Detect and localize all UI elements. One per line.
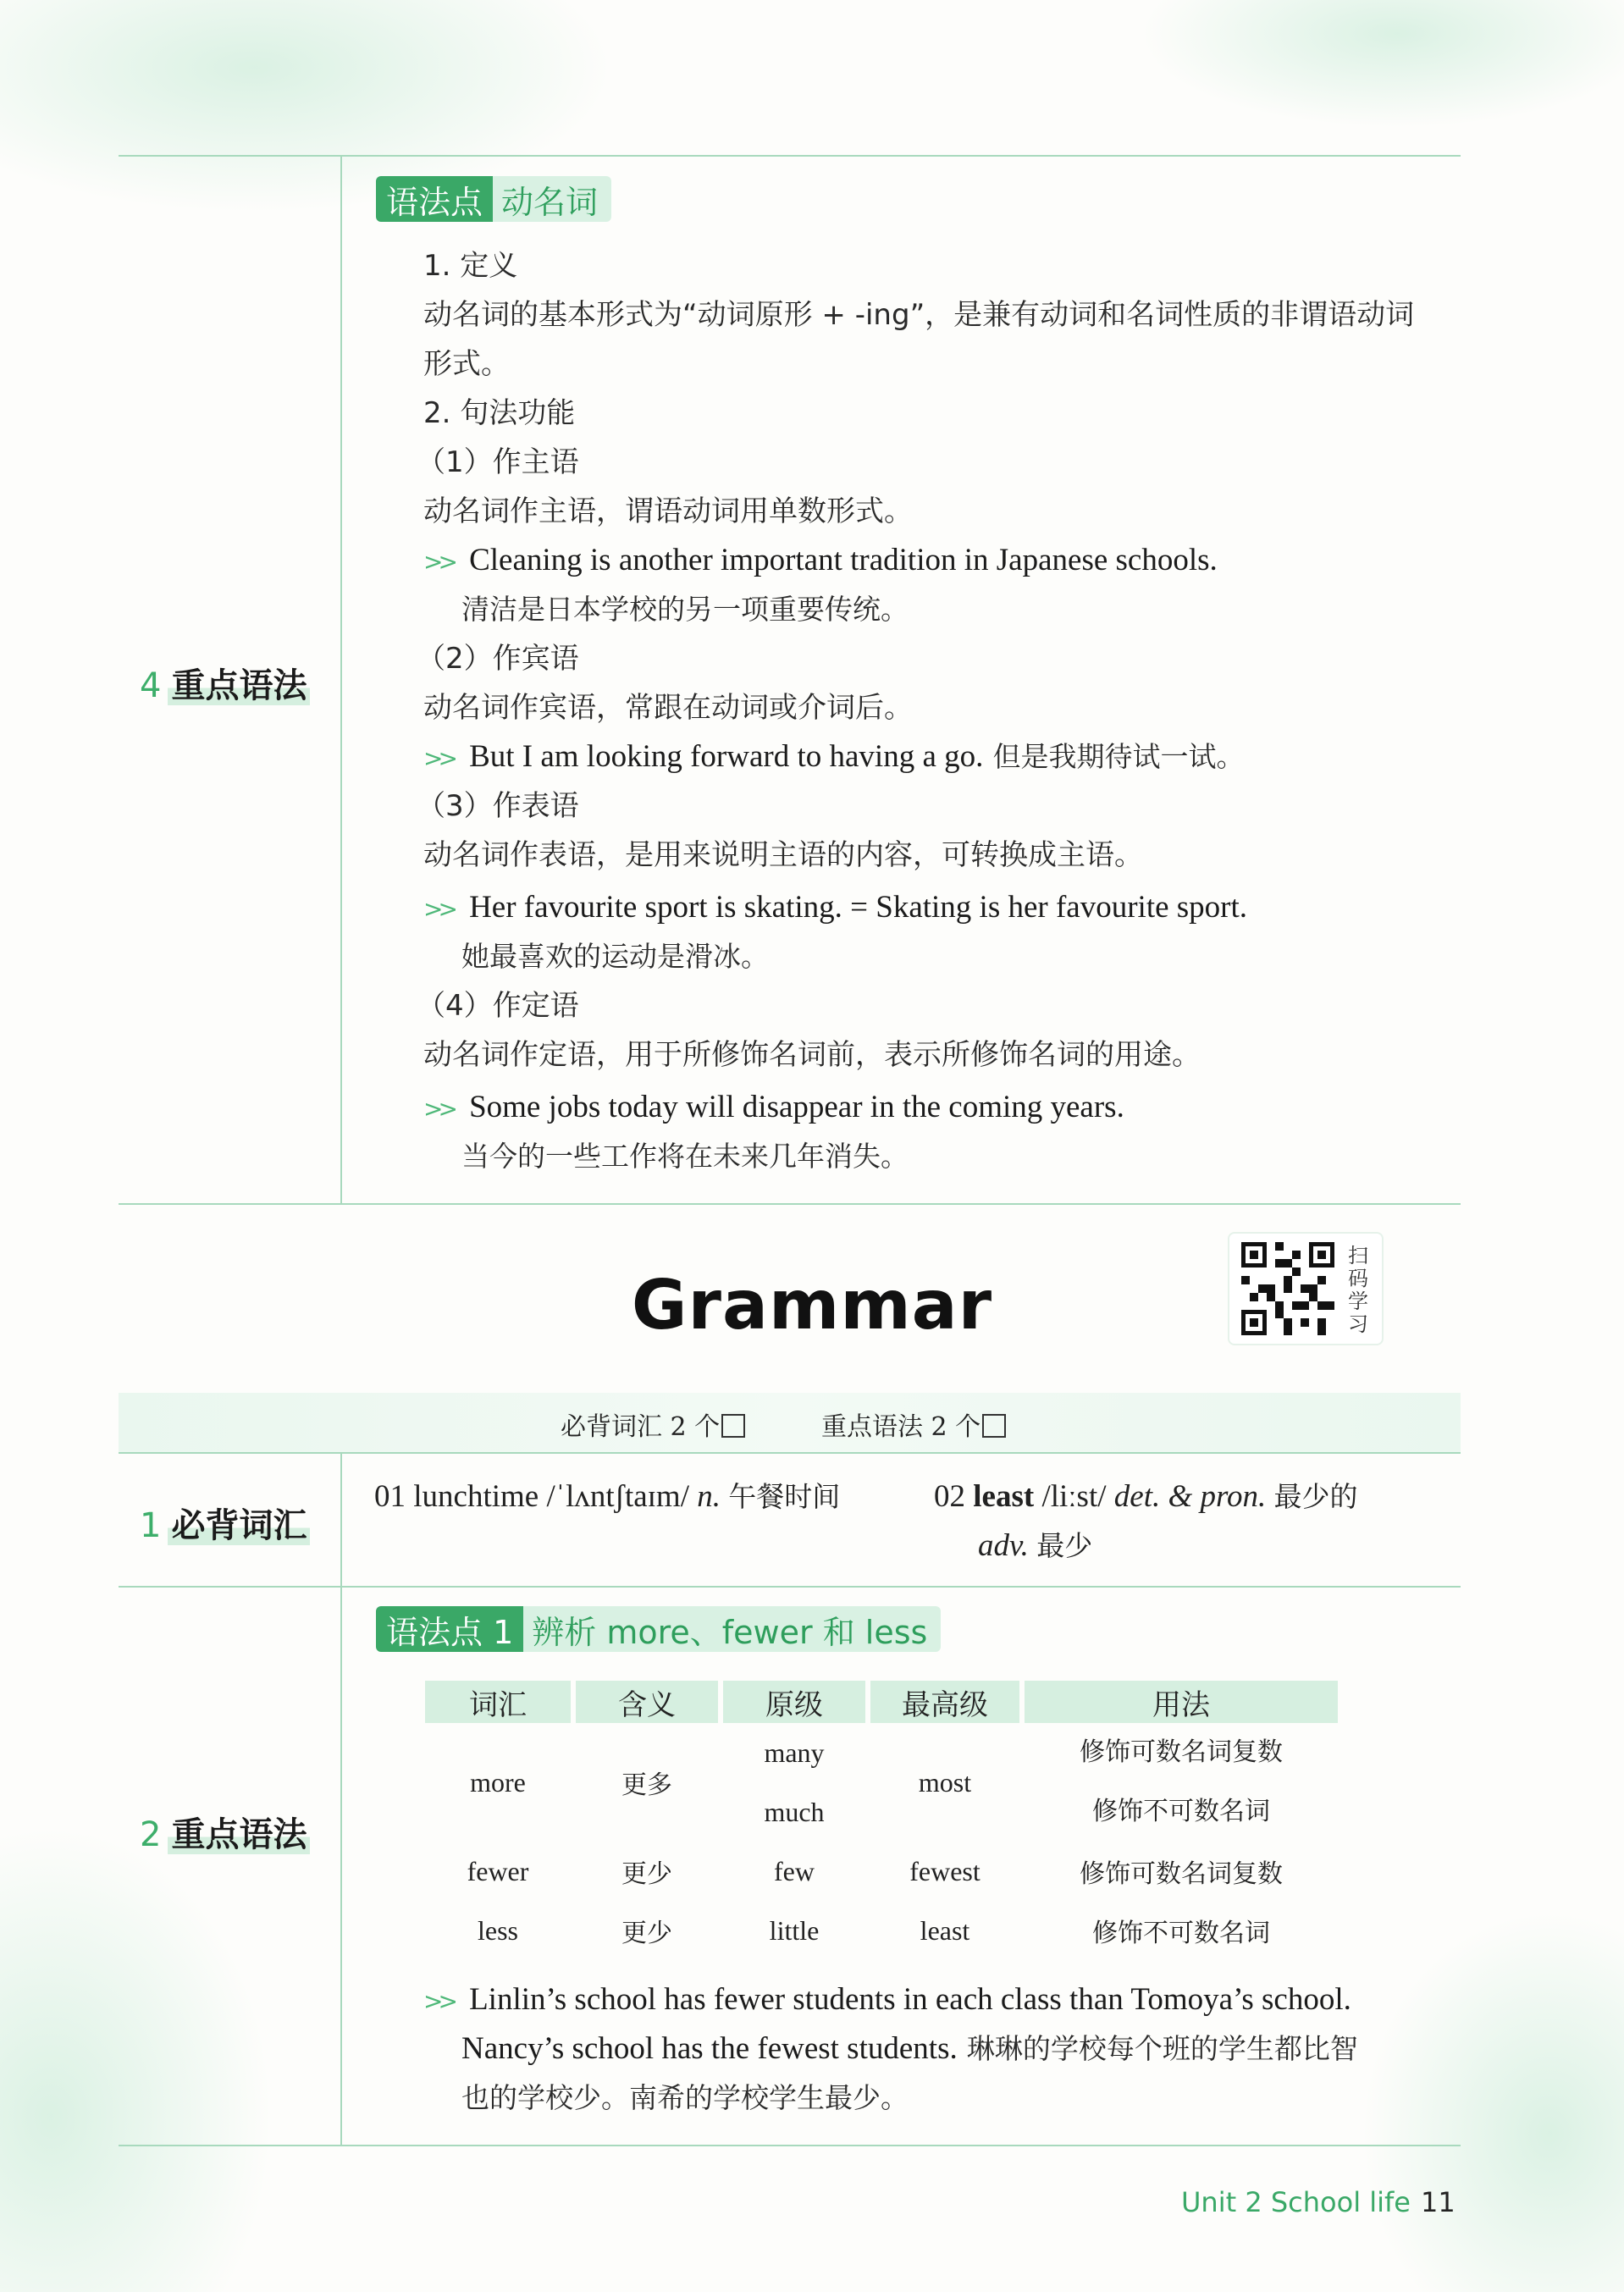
vocab-entry-2: 02 least /liːst/ det. & pron. 最少的 (934, 1479, 1358, 1514)
table-cell: fewest (909, 1855, 980, 1886)
vocab-entry-2-adv (978, 1524, 1092, 1564)
example-translation: 她最喜欢的运动是滑冰。 (461, 940, 769, 973)
function-heading: （4）作定语 (417, 989, 579, 1023)
table-header: 最高级 (870, 1681, 1019, 1723)
function-rule: 动名词作主语，谓语动词用单数形式。 (423, 494, 913, 528)
section-4-label (140, 659, 334, 707)
tag-topic: 动名词 (493, 176, 611, 222)
vocab-count: 必背词汇 2 个 (561, 1406, 745, 1443)
table-header: 用法 (1025, 1681, 1338, 1723)
section-title: 重点语法 (168, 1815, 310, 1854)
vocab-phonetic: /liːst/ (1041, 1479, 1107, 1514)
example-english: Some jobs today will disappear in the coming years. (469, 1090, 1124, 1124)
example-arrow-icon: >> (423, 744, 453, 772)
example-english: Linlin’s school has fewer students in each class than Tomoya’s school. (469, 1982, 1351, 2017)
qr-scan-label: 扫 码 学 习 (1348, 1244, 1368, 1336)
table-header-row (425, 1681, 1338, 1723)
example-english: But I am looking forward to having a go. (469, 739, 984, 774)
example-translation: 当今的一些工作将在未来几年消失。 (461, 1140, 909, 1173)
table-cell: 修饰可数名词复数 修饰不可数名词 (1080, 1737, 1283, 1826)
vocab-phonetic: /ˈlʌntʃtaɪm/ (546, 1479, 689, 1514)
grammar-point-tag (376, 176, 611, 222)
example-english: Cleaning is another important tradition in Japanese schools. (469, 543, 1218, 577)
example-sentence (423, 1981, 1351, 2020)
tag-topic: 辨析 more、fewer 和 less (523, 1606, 941, 1652)
table-cell: least (920, 1914, 970, 1946)
table-cell: 修饰可数名词复数 (1080, 1859, 1283, 1889)
grammar-point-tag (376, 1606, 941, 1652)
example-arrow-icon: >> (423, 548, 453, 576)
table-cell: 更多 (621, 1770, 672, 1800)
summary-stripe (119, 1393, 1461, 1452)
section-number: 1 (140, 1506, 162, 1545)
function-heading: （3）作表语 (417, 789, 579, 823)
definition-text: 动名词的基本形式为“动词原形 + -ing”，是兼有动词和名词性质的非谓语动词 (423, 298, 1415, 332)
table-header: 原级 (723, 1681, 865, 1723)
example-english: Her favourite sport is skating. = Skating is her favourite sport. (469, 890, 1248, 925)
vocab-meaning: 最少 (1036, 1529, 1093, 1562)
page-number: 11 (1420, 2186, 1456, 2218)
vocab-word: least (973, 1479, 1035, 1514)
example-sentence (423, 1089, 1124, 1128)
table-cell: little (769, 1914, 820, 1946)
table-header: 含义 (576, 1681, 718, 1723)
section-title: 必背词汇 (168, 1506, 310, 1545)
example-chinese: 但是我期待试一试。 (992, 740, 1245, 773)
vocab-pos: n. (697, 1479, 721, 1514)
example-sentence (423, 889, 1247, 928)
tag-label: 语法点 1 (376, 1606, 523, 1652)
summary-bottom-rule (119, 1452, 1461, 1454)
table-cell: more (470, 1766, 526, 1798)
definition-heading: 1. 定义 (423, 249, 518, 283)
vocab-pos: adv. (978, 1528, 1029, 1563)
vocab-section-divider (340, 1452, 342, 1586)
table-cell: 更少 (621, 1919, 672, 1948)
section-4-bottom-rule (119, 1203, 1461, 1205)
checkbox-icon[interactable] (721, 1414, 745, 1438)
function-rule: 动名词作表语，是用来说明主语的内容，可转换成主语。 (423, 838, 1143, 872)
page-footer (1181, 2186, 1456, 2218)
table-header: 词汇 (425, 1681, 571, 1723)
section-title: 重点语法 (168, 666, 310, 705)
table-row (425, 1723, 1338, 1842)
example-sentence-cont (461, 2030, 1358, 2068)
grammar-section-bottom-rule (119, 2145, 1461, 2146)
function-rule: 动名词作定语，用于所修饰名词前，表示所修饰名词的用途。 (423, 1038, 1201, 1072)
table-row (425, 1842, 1338, 1901)
example-translation: 清洁是日本学校的另一项重要传统。 (461, 593, 909, 626)
vocab-pos: det. & pron. (1113, 1479, 1267, 1514)
vocab-meaning: 午餐时间 (728, 1480, 841, 1513)
vocab-word: lunchtime (413, 1479, 539, 1514)
comparison-table (420, 1681, 1343, 1960)
vocab-entry-1: 01 lunchtime /ˈlʌntʃtaɪm/ n. 午餐时间 (374, 1479, 841, 1514)
example-arrow-icon: >> (423, 1987, 453, 2015)
vocab-section-bottom-rule (119, 1586, 1461, 1588)
section-number: 4 (140, 666, 162, 705)
table-cell: 修饰不可数名词 (1092, 1919, 1270, 1948)
grammar-section-label (140, 1808, 334, 1856)
vocab-section-label (140, 1499, 334, 1547)
function-rule: 动名词作宾语，常跟在动词或介词后。 (423, 691, 913, 725)
function-heading: （2）作宾语 (417, 642, 579, 676)
table-cell: most (918, 1766, 972, 1798)
vocab-meaning: 最少的 (1273, 1480, 1358, 1513)
page-title: Grammar (631, 1266, 993, 1345)
function-heading: （1）作主语 (417, 445, 579, 479)
qr-code-icon (1241, 1242, 1334, 1335)
table-row (425, 1901, 1338, 1960)
grammar-count: 重点语法 2 个 (821, 1406, 1006, 1443)
example-chinese: 琳琳的学校每个班的学生都比智 (966, 2032, 1358, 2065)
table-cell: fewer (467, 1855, 529, 1886)
section-top-rule (119, 155, 1461, 157)
unit-label: Unit 2 School life (1181, 2186, 1411, 2218)
section-4-divider (340, 155, 342, 1203)
example-chinese-cont: 也的学校少。南希的学校学生最少。 (461, 2081, 909, 2114)
example-arrow-icon: >> (423, 895, 453, 923)
checkbox-icon[interactable] (982, 1414, 1006, 1438)
example-arrow-icon: >> (423, 1095, 453, 1123)
table-cell: less (478, 1914, 518, 1946)
example-sentence (423, 738, 1245, 777)
table-cell: many much (764, 1737, 825, 1827)
example-sentence (423, 542, 1218, 581)
functions-heading: 2. 句法功能 (423, 396, 576, 430)
tag-label: 语法点 (376, 176, 493, 222)
definition-text-cont: 形式。 (423, 347, 510, 381)
grammar-section-divider (340, 1586, 342, 2145)
example-english: Nancy’s school has the fewest students. (461, 2031, 958, 2066)
table-cell: 更少 (621, 1859, 672, 1889)
section-number: 2 (140, 1815, 162, 1854)
table-cell: few (774, 1855, 815, 1886)
